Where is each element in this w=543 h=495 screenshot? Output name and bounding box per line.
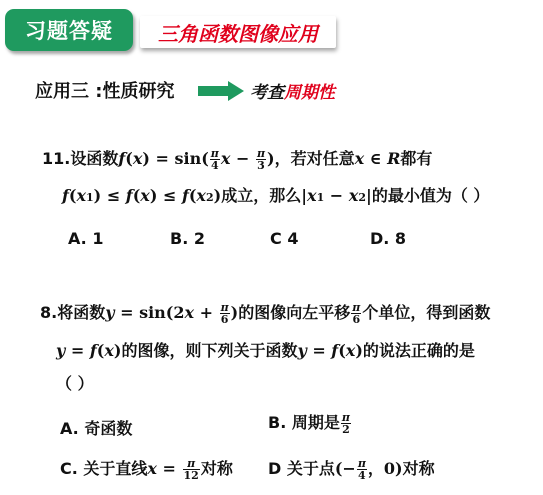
option-c-label: C. 关于直线	[60, 459, 148, 478]
math: f	[62, 186, 69, 205]
math: =	[306, 341, 332, 360]
focus-highlight: 周期性	[284, 83, 335, 103]
math: ，0)	[367, 459, 403, 478]
math: y	[105, 303, 115, 322]
math: ) = sin(	[142, 149, 209, 168]
math: 1	[86, 191, 94, 204]
math: =	[65, 341, 90, 360]
section-focus	[250, 78, 335, 103]
math: x	[345, 341, 356, 360]
math: x	[220, 149, 231, 168]
topic-title: 三角函数图像应用	[140, 16, 336, 48]
math: )	[213, 186, 222, 205]
math: 2	[358, 191, 366, 204]
q8-text-2: 的图像向左平移	[238, 303, 351, 322]
q8-text-1: 将函数	[57, 303, 106, 322]
math: f	[331, 341, 339, 360]
math: )	[113, 341, 122, 360]
q11-text-4: 成立，那么	[221, 186, 302, 205]
q8-line-3: （ ）	[56, 374, 94, 393]
math: (−	[334, 459, 356, 478]
math: x	[132, 149, 143, 168]
q11-line-1	[42, 146, 432, 171]
math: |	[301, 186, 308, 205]
math: y	[297, 341, 307, 360]
q11-option-b: B. 2	[170, 229, 205, 248]
math: x	[140, 186, 150, 205]
math: =	[156, 459, 182, 478]
fraction: $\frac{\pi}{4}$	[210, 147, 219, 172]
q8-text-3: 个单位，得到函数	[362, 303, 491, 322]
math: x	[147, 459, 157, 478]
math: ) ≤	[149, 186, 182, 205]
math: (	[96, 341, 105, 360]
q11-text-2: ，若对任意	[274, 149, 355, 168]
q11-text-1: 设函数	[70, 149, 119, 168]
q8-text-5: 的说法正确的是	[362, 341, 475, 360]
q11-text-3: 都有	[400, 149, 433, 168]
q8-number: 8.	[40, 303, 58, 322]
math: (	[68, 186, 77, 205]
q8-line-2	[56, 338, 475, 361]
math: (	[132, 186, 141, 205]
math: x	[307, 186, 317, 205]
q11-option-c: C 4	[270, 229, 299, 248]
math: R	[387, 149, 401, 168]
math: 1	[316, 191, 325, 204]
math: −	[230, 149, 255, 168]
math: −	[324, 186, 349, 205]
math: (	[338, 341, 346, 360]
q8-option-b	[268, 410, 352, 435]
math: f	[181, 186, 189, 205]
math: 2	[205, 191, 214, 204]
math: x	[104, 341, 114, 360]
q11-option-a: A. 1	[68, 229, 104, 248]
fraction: $\frac{\pi}{4}$	[357, 457, 366, 482]
header-badge: 习题答疑	[5, 9, 133, 51]
q8-text-4: 的图像，则下列关于函数	[121, 341, 298, 360]
section-title: 应用三 :性质研究	[35, 81, 175, 102]
q11-number: 11.	[42, 149, 71, 168]
math: f	[118, 149, 126, 168]
q8-option-a: A. 奇函数	[60, 419, 133, 438]
math: x	[76, 186, 87, 205]
option-c-suffix: 对称	[200, 459, 233, 478]
math: +	[194, 303, 219, 322]
math: |	[365, 186, 372, 205]
option-b-label: B. 周期是	[268, 413, 340, 432]
math: x	[354, 149, 365, 168]
option-d-suffix: 对称	[402, 459, 435, 478]
fraction: $\frac{\pi}{6}$	[352, 301, 361, 326]
focus-prefix: 考查	[250, 83, 284, 103]
math: y	[56, 341, 66, 360]
q11-line-2	[62, 183, 489, 206]
math: x	[196, 186, 206, 205]
math: f	[125, 186, 133, 205]
math: (	[125, 149, 133, 168]
option-d-label: D 关于点	[268, 459, 335, 478]
fraction: $\frac{\pi}{6}$	[220, 301, 229, 326]
math: )	[355, 341, 363, 360]
q8-option-d	[268, 456, 435, 481]
math: ∈	[364, 149, 388, 168]
fraction: $\frac{\pi}{12}$	[183, 457, 199, 482]
math: (	[188, 186, 197, 205]
fraction: $\frac{\pi}{3}$	[256, 147, 265, 172]
fraction: $\frac{\pi}{2}$	[341, 411, 350, 436]
math: = sin(2	[114, 303, 185, 322]
q11-text-5: 的最小值为（ ）	[371, 186, 490, 205]
math: x	[184, 303, 195, 322]
math: x	[348, 186, 359, 205]
right-arrow-icon	[198, 81, 244, 101]
q8-line-1	[40, 300, 490, 325]
math: )	[230, 303, 239, 322]
q8-option-c	[60, 456, 233, 481]
math: ) ≤	[93, 186, 126, 205]
math: )	[267, 149, 275, 168]
q11-option-d: D. 8	[370, 229, 407, 248]
math: f	[89, 341, 97, 360]
